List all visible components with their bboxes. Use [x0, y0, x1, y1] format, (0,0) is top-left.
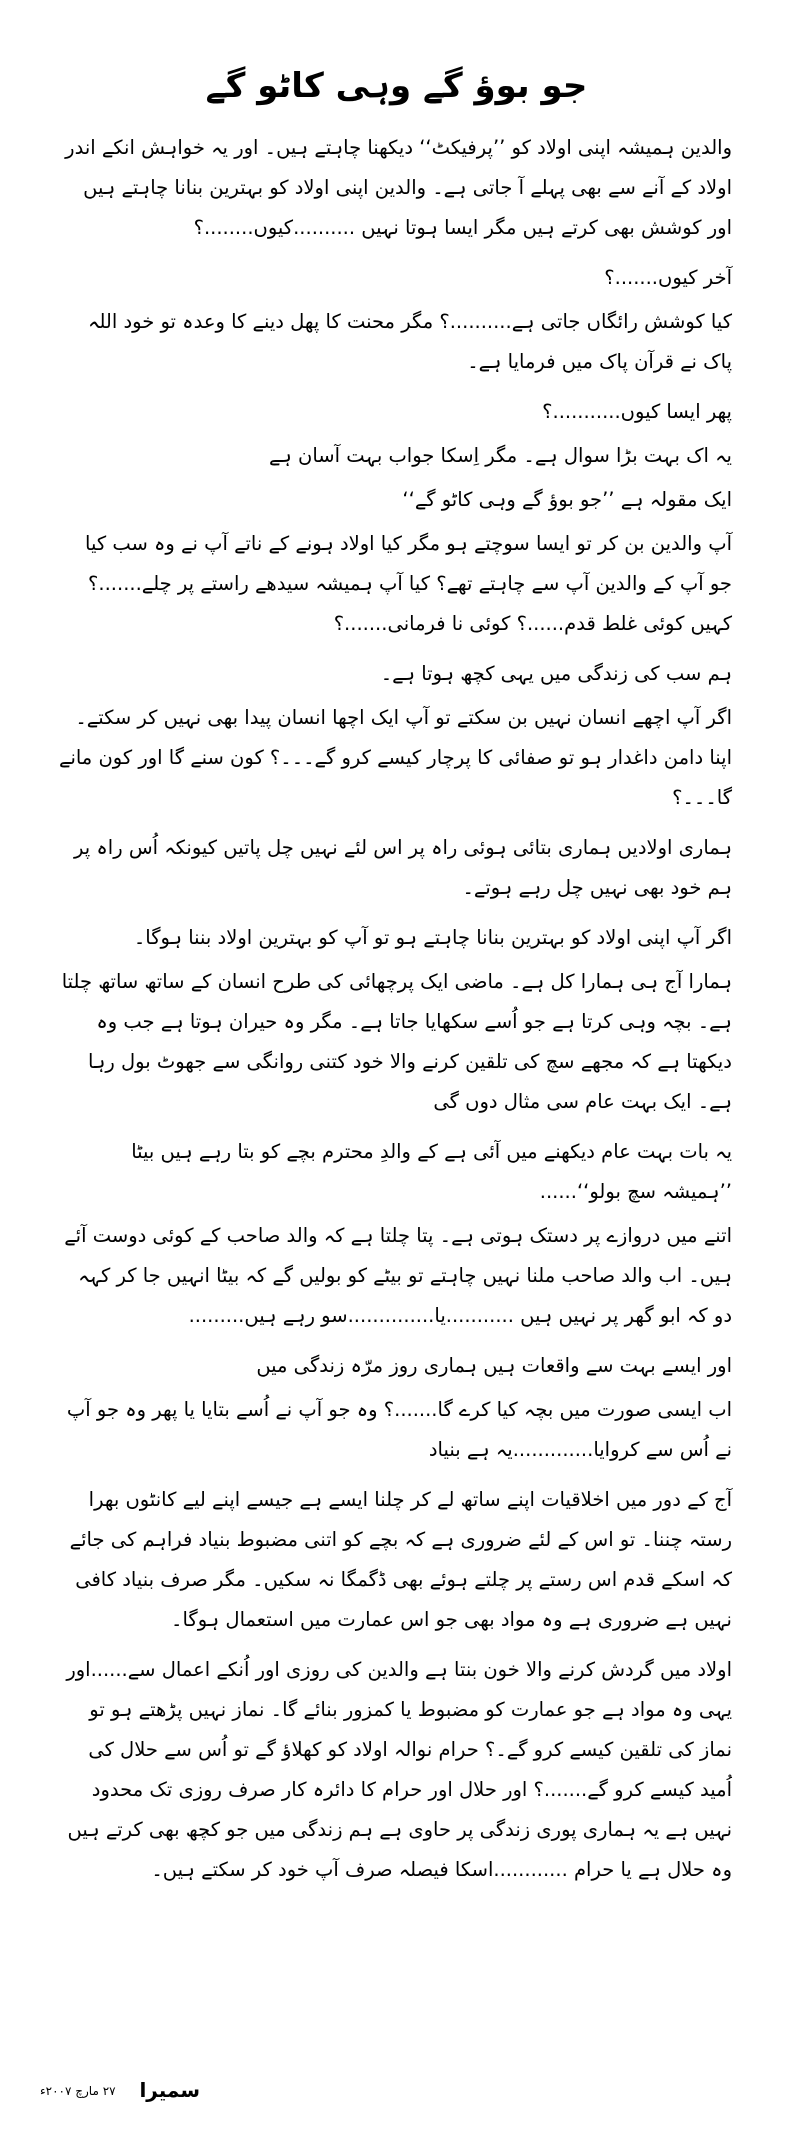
- document-footer: [40, 2075, 300, 2109]
- paragraph: اتنے میں دروازے پر دستک ہوتی ہے۔ پتا چلتا ہے کہ والد صاحب کے کوئی دوست آئے ہیں۔ اب والد صاحب ملنا نہیں چاہتے تو بیٹے کو بولیں گے کہ بیٹا انہیں جا کر کہہ دو کہ ابو گھر پر نہیں ہیں ...........یا..............سو رہے ہیں.........: [64, 1224, 732, 1327]
- paragraph: اور ایسے بہت سے واقعات ہیں ہماری روز مرّہ زندگی میں: [256, 1354, 732, 1377]
- paragraph: ہم سب کی زندگی میں یہی کچھ ہوتا ہے۔: [380, 662, 732, 685]
- paragraph: پھر ایسا کیوں...........؟: [542, 400, 732, 423]
- paragraph: ایک مقولہ ہے ’’جو بوؤ گے وہی کاٹو گے‘‘: [402, 488, 732, 511]
- paragraph: آخر کیوں.......؟: [604, 266, 732, 289]
- paragraph: اولاد میں گردش کرنے والا خون بنتا ہے والدین کی روزی اور اُنکے اعمال سے......اور یہی وہ مواد ہے جو عمارت کو مضبوط یا کمزور بنائے گا۔ نماز نہیں پڑھتے ہو تو نماز کی تلقین کیسے کرو گے۔؟ حرام نوالہ اولاد کو کھلاؤ گے تو اُس سے حلال کی اُمید کیسے کرو گے.......؟ اور حلال اور حرام کا دائرہ کار صرف روزی تک محدود نہیں ہے یہ ہماری پوری زندگی پر حاوی ہے ہم زندگی میں جو کچھ بھی کرتے ہیں وہ حلال ہے یا حرام ............اسکا فیصلہ صرف آپ خود کر سکتے ہیں۔: [66, 1658, 732, 1881]
- document-title: جو بوؤ گے وہی کاٹو گے: [205, 66, 588, 106]
- paragraph: ہمارا آج ہی ہمارا کل ہے۔ ماضی ایک پرچھائی کی طرح انسان کے ساتھ ساتھ چلتا ہے۔ بچہ وہی کرتا ہے جو اُسے سکھایا جاتا ہے۔ مگر وہ حیران ہوتا ہے جب وہ دیکھتا ہے کہ مجھے سچ کی تلقین کرنے والا خود کتنی روانگی سے جھوٹ بول رہا ہے۔ ایک بہت عام سی مثال دوں گی: [61, 970, 732, 1113]
- author-signature: سمیرا: [139, 2078, 200, 2102]
- paragraph: آج کے دور میں اخلاقیات اپنے ساتھ لے کر چلنا ایسے ہے جیسے اپنے لیے کانٹوں بھرا رستہ چننا۔ تو اس کے لئے ضروری ہے کہ بچے کو اتنی مضبوط بنیاد فراہم کی جائے کہ اسکے قدم اس رستے پر چلتے ہوئے بھی ڈگمگا نہ سکیں۔ مگر صرف بنیاد کافی نہیں ہے ضروری ہے وہ مواد بھی جو اس عمارت میں استعمال ہوگا۔: [69, 1488, 732, 1631]
- paragraph: والدین ہمیشہ اپنی اولاد کو ’’پرفیکٹ‘‘ دیکھنا چاہتے ہیں۔ اور یہ خواہش انکے اندر اولاد کے آنے سے بھی پہلے آ جاتی ہے۔ والدین اپنی اولاد کو بہترین بنانا چاہتے ہیں اور کوشش بھی کرتے ہیں مگر ایسا ہوتا نہیں ..........کیوں........؟: [65, 136, 732, 239]
- paragraph: اگر آپ اچھے انسان نہیں بن سکتے تو آپ ایک اچھا انسان پیدا بھی نہیں کر سکتے۔ اپنا دامن داغدار ہو تو صفائی کا پرچار کیسے کرو گے۔۔۔؟ کون سنے گا اور کون مانے گا۔۔۔؟: [59, 706, 732, 809]
- paragraph: آپ والدین بن کر تو ایسا سوچتے ہو مگر کیا اولاد ہونے کے ناتے آپ نے وہ سب کیا جو آپ کے والدین آپ سے چاہتے تھے؟ کیا آپ ہمیشہ سیدھے راستے پر چلے.......؟ کہیں کوئی غلط قدم......؟ کوئی نا فرمانی.......؟: [85, 532, 732, 635]
- paragraph: اب ایسی صورت میں بچہ کیا کرے گا.......؟ وہ جو آپ نے اُسے بتایا یا پھر وہ جو آپ نے اُس سے کروایا.............یہ ہے بنیاد: [66, 1398, 732, 1461]
- document-date: ۲۷ مارچ ۲۰۰۷ء: [40, 2084, 116, 2098]
- paragraph: کیا کوشش رائگاں جاتی ہے..........؟ مگر محنت کا پھل دینے کا وعدہ تو خود اللہ پاک نے قرآن پاک میں فرمایا ہے۔: [88, 310, 732, 373]
- document-body: [58, 128, 732, 1900]
- paragraph: اگر آپ اپنی اولاد کو بہترین بنانا چاہتے ہو تو آپ کو بہترین اولاد بننا ہوگا۔: [133, 926, 732, 949]
- paragraph: یہ بات بہت عام دیکھنے میں آئی ہے کے والدِ محترم بچے کو بتا رہے ہیں بیٹا ’’ہمیشہ سچ بولو‘‘......: [131, 1140, 732, 1203]
- paragraph: یہ اک بہت بڑا سوال ہے۔ مگر اِسکا جواب بہت آسان ہے: [268, 444, 732, 467]
- paragraph: ہماری اولادیں ہماری بتائی ہوئی راہ پر اس لئے نہیں چل پاتیں کیونکہ اُس راہ پر ہم خود بھی نہیں چل رہے ہوتے۔: [73, 836, 732, 899]
